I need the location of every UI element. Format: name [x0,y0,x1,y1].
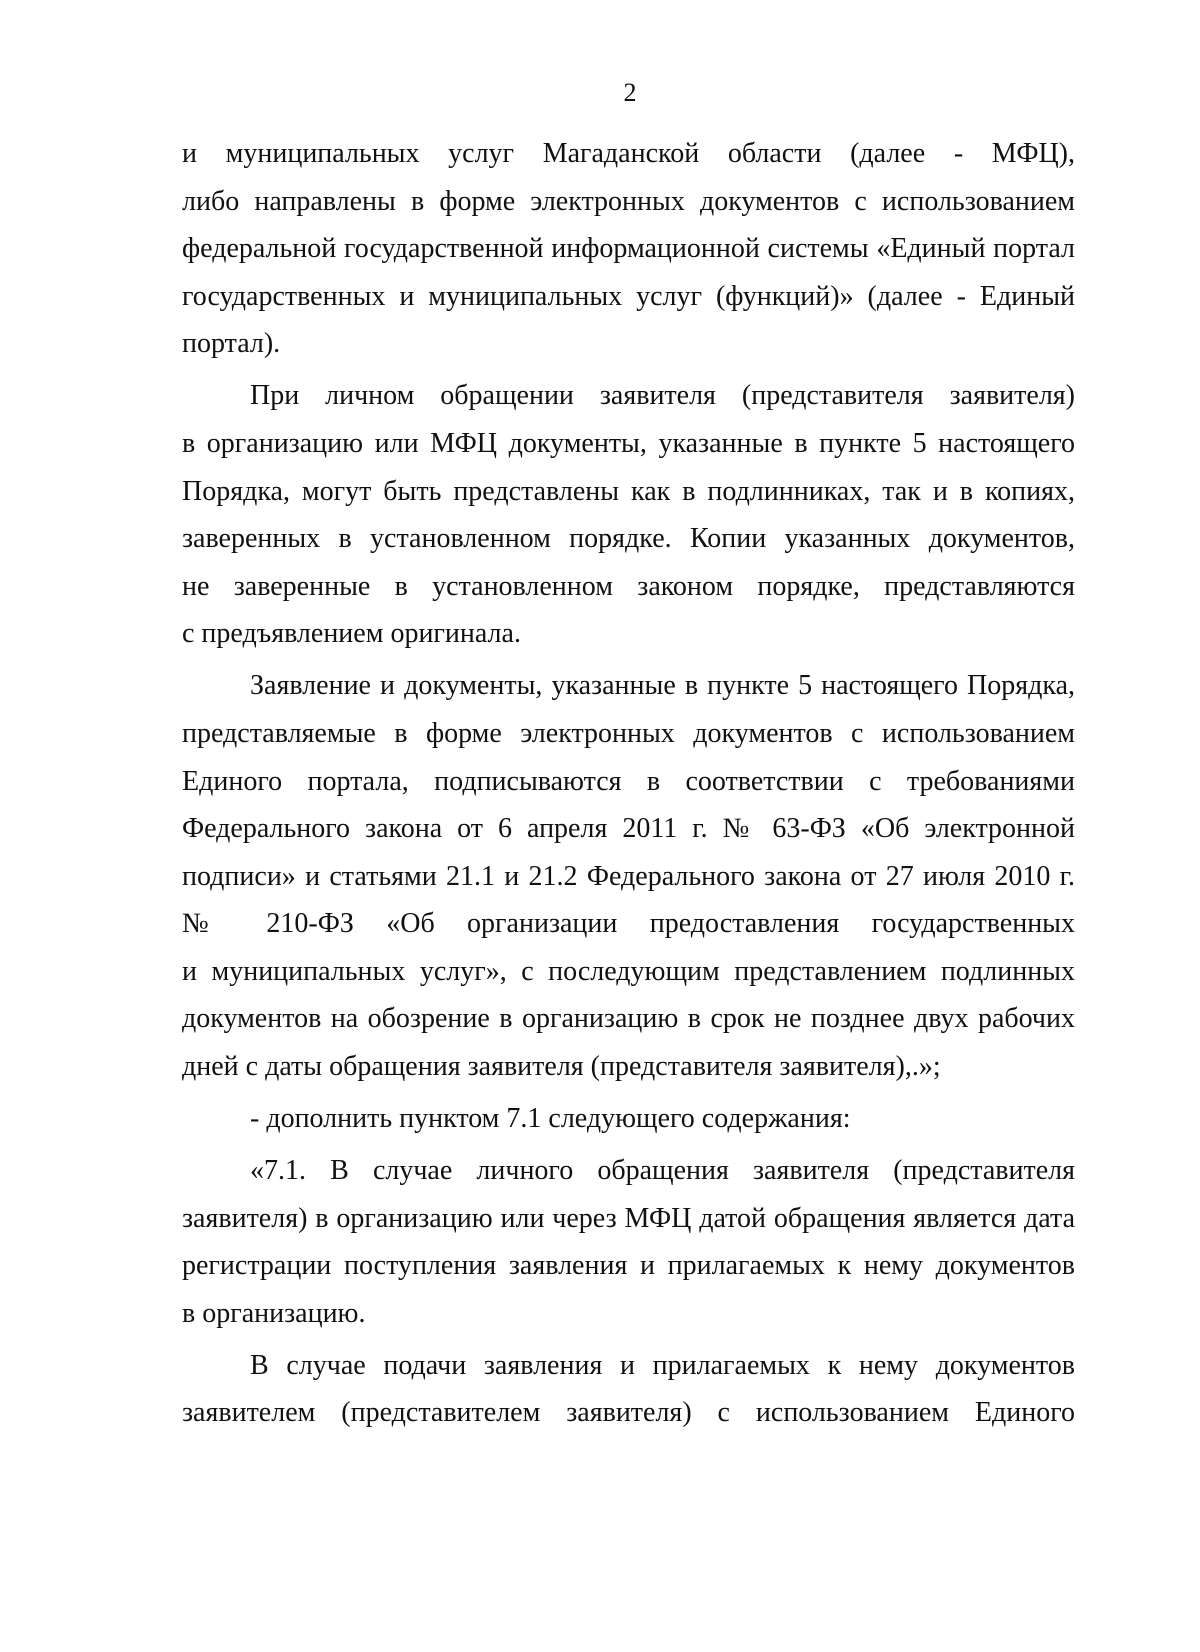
text-line: документов на обозрение в организацию в срок не позднее двух рабочих [182,1003,1075,1035]
text-line: и муниципальных услуг Магаданской области (далее - МФЦ), [182,138,1075,169]
text-line: При личном обращении заявителя (представителя заявителя) [250,380,1075,412]
text-line: не заверенные в установленном законом порядке, представляются [182,570,1075,602]
text-line: федеральной государственной информационной системы «Единый портал [182,233,1075,265]
text-line: в организацию. [182,1297,366,1329]
text-line: № 210-ФЗ «Об организации предоставления государственных [182,908,1075,940]
paragraph [182,1342,1075,1437]
paragraph [182,130,1075,368]
text-line: регистрации поступления заявления и прилагаемых к нему документов [182,1250,1075,1282]
paragraph [182,1095,1075,1143]
page-number: 2 [623,78,637,107]
text-line: дней с даты обращения заявителя (представителя заявителя),.»; [182,1051,941,1083]
text-line: и муниципальных услуг», с последующим представлением подлинных [182,955,1075,987]
paragraph [182,372,1075,658]
paragraph [182,1147,1075,1337]
document-body [182,130,1075,1437]
text-line: В случае подачи заявления и прилагаемых к нему документов [250,1349,1075,1381]
text-line: заявителем (представителем заявителя) с использованием Единого [182,1397,1075,1429]
text-line: государственных и муниципальных услуг (функций)» (далее - Единый [182,280,1075,312]
paragraph [182,662,1075,1090]
text-line: в организацию или МФЦ документы, указанные в пункте 5 настоящего [182,427,1075,459]
text-line: Заявление и документы, указанные в пункте 5 настоящего Порядка, [250,670,1075,702]
text-line: заявителя) в организацию или через МФЦ датой обращения является дата [182,1202,1075,1234]
text-line: «7.1. В случае личного обращения заявителя (представителя [250,1155,1075,1187]
text-line: Федерального закона от 6 апреля 2011 г. № 63-ФЗ «Об электронной [182,813,1075,845]
text-line: - дополнить пунктом 7.1 следующего содержания: [250,1103,851,1135]
text-line: с предъявлением оригинала. [182,618,521,650]
text-line: Порядка, могут быть представлены как в подлинниках, так и в копиях, [182,475,1075,507]
text-line: представляемые в форме электронных документов с использованием [182,717,1075,749]
text-line: портал). [182,328,281,360]
text-line: подписи» и статьями 21.1 и 21.2 Федерального закона от 27 июля 2010 г. [182,860,1075,892]
text-line: заверенных в установленном порядке. Копии указанных документов, [182,523,1075,555]
text-line: Единого портала, подписываются в соответствии с требованиями [182,765,1075,797]
text-line: либо направлены в форме электронных документов с использованием [182,185,1075,217]
